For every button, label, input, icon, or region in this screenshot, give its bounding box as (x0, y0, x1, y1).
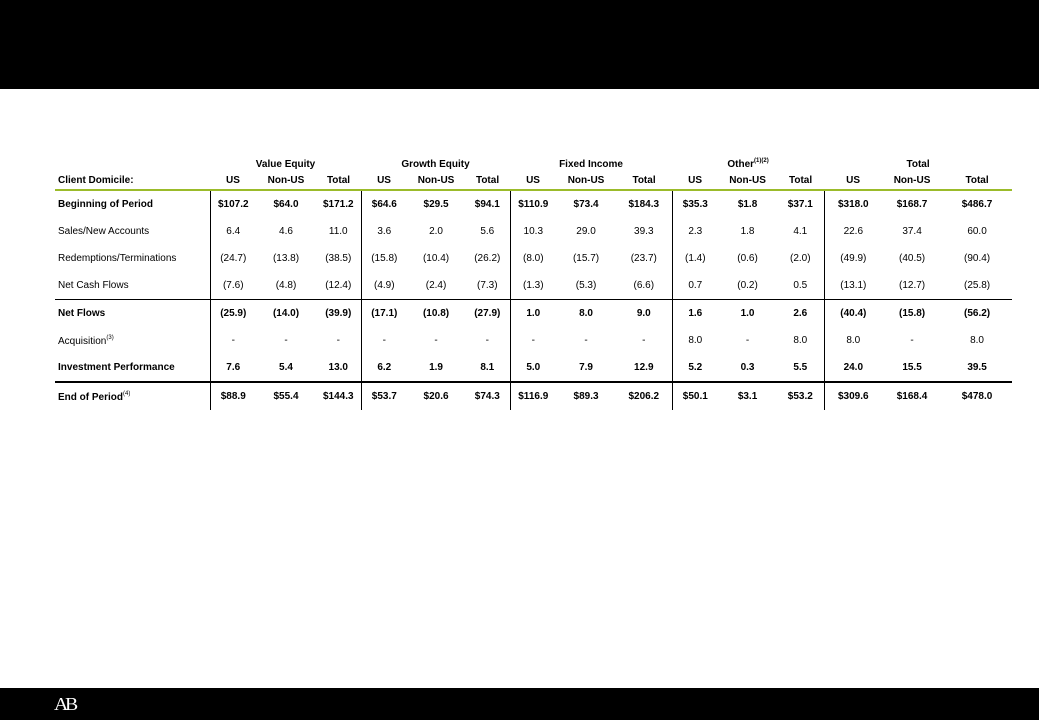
row-label: Redemptions/Terminations (58, 253, 177, 264)
table-cell: $20.6 (407, 382, 465, 410)
column-header: Total (465, 171, 510, 190)
table-cell: 7.6 (210, 354, 256, 382)
table-cell: 8.0 (672, 327, 718, 354)
row-label: End of Period$^{(4)}$ (55, 382, 210, 410)
column-header: Non-US (882, 171, 942, 190)
table-cell: 4.1 (793, 226, 808, 237)
table-row (55, 327, 1012, 354)
table-cell: $29.5 (423, 199, 449, 210)
table-cell: $478.0 (942, 382, 1012, 410)
row-label: Acquisition$^{(3)}$ (58, 334, 114, 347)
table-cell: $35.3 (672, 190, 718, 218)
table-cell: $64.0 (273, 199, 299, 210)
column-header: Total (942, 171, 1012, 190)
column-header: Total (616, 171, 672, 190)
table-cell: (10.4) (422, 253, 450, 264)
table-cell: $168.4 (882, 382, 942, 410)
table-cell: 0.5 (793, 280, 808, 291)
table-cell: (17.1) (361, 300, 407, 328)
table-row (55, 245, 1012, 272)
table-cell: $73.4 (573, 199, 599, 210)
row-label: Beginning of Period (58, 199, 153, 210)
table-cell: (15.8) (361, 245, 407, 272)
table-cell: - (642, 335, 646, 346)
table-cell: 39.3 (634, 226, 654, 237)
table-cell: 9.0 (616, 300, 672, 328)
table-cell: (27.9) (465, 300, 510, 328)
table-cell: - (284, 335, 288, 346)
table-cell: 3.6 (361, 218, 407, 245)
table-cell: - (336, 335, 340, 346)
table-cell: 7.9 (579, 362, 593, 373)
table-cell: (14.0) (256, 300, 316, 328)
table-cell: (56.2) (942, 300, 1012, 328)
table-cell: 5.4 (279, 362, 293, 373)
footnote-marker: (3) (106, 334, 114, 341)
table-cell: (0.2) (737, 280, 758, 291)
table-cell: - (434, 335, 438, 346)
table-cell: 5.5 (793, 362, 808, 373)
column-header: US (824, 171, 882, 190)
table-cell: 2.0 (429, 226, 443, 237)
table-cell: $184.3 (628, 199, 660, 210)
table-cell: 37.4 (902, 226, 922, 237)
table-row (55, 300, 1012, 328)
table-cell: $1.8 (737, 199, 758, 210)
table-cell: 39.5 (967, 362, 987, 373)
table-cell: (13.8) (272, 253, 300, 264)
table-cell: (15.8) (882, 300, 942, 328)
table-cell: (24.7) (210, 245, 256, 272)
table-cell: 24.0 (824, 354, 882, 382)
table-cell: - (210, 327, 256, 354)
table-cell: (2.0) (790, 253, 811, 264)
table-cell: 8.0 (970, 335, 984, 346)
table-cell: $309.6 (824, 382, 882, 410)
table-cell: (6.6) (633, 280, 655, 291)
table-cell: 0.7 (672, 272, 718, 300)
table-cell: (12.4) (325, 280, 352, 291)
table-cell: 15.5 (902, 362, 922, 373)
column-header: Non-US (718, 171, 777, 190)
table-cell: - (910, 335, 914, 346)
aum-flows-table (55, 152, 1012, 410)
column-header: US (361, 171, 407, 190)
column-header: Non-US (556, 171, 616, 190)
table-cell: 2.3 (672, 218, 718, 245)
table-cell: (1.3) (510, 272, 556, 300)
table-cell: 0.3 (740, 362, 755, 373)
table-cell: $116.9 (510, 382, 556, 410)
table-cell: $206.2 (616, 382, 672, 410)
table-cell: (26.2) (474, 253, 501, 264)
table-cell: (25.9) (210, 300, 256, 328)
table-cell: $144.3 (316, 382, 361, 410)
table-row (55, 190, 1012, 218)
footer-bar (0, 688, 1039, 720)
row-label: Net Cash Flows (58, 280, 129, 291)
table-cell: (49.9) (824, 245, 882, 272)
table-cell: (38.5) (325, 253, 352, 264)
table-cell: $88.9 (210, 382, 256, 410)
table-cell: (8.0) (510, 245, 556, 272)
header-bar (0, 0, 1039, 89)
table-cell: $318.0 (824, 190, 882, 218)
footnote-marker: (4) (123, 390, 131, 397)
table-cell: $74.3 (465, 382, 510, 410)
table-cell: 1.0 (718, 300, 777, 328)
table-cell: 8.0 (556, 300, 616, 328)
table-cell: $50.1 (672, 382, 718, 410)
table-cell: (7.6) (210, 272, 256, 300)
column-header: US (510, 171, 556, 190)
table-cell: $3.1 (718, 382, 777, 410)
column-header: Non-US (256, 171, 316, 190)
table-cell: $64.6 (361, 190, 407, 218)
table-cell: 6.4 (210, 218, 256, 245)
row-label: Sales/New Accounts (58, 226, 150, 237)
table-cell: 8.0 (824, 327, 882, 354)
table-cell: - (584, 335, 588, 346)
table-cell: $89.3 (556, 382, 616, 410)
table-cell: $53.2 (777, 382, 824, 410)
table-cell: (40.5) (898, 253, 926, 264)
table-cell: (12.7) (898, 280, 926, 291)
table-cell: (4.8) (275, 280, 297, 291)
table-cell: $37.1 (787, 199, 813, 210)
table-cell: 4.6 (279, 226, 293, 237)
table-cell: $168.7 (896, 199, 928, 210)
column-header-row (55, 171, 1012, 190)
table-cell: (1.4) (672, 245, 718, 272)
table-cell: 22.6 (824, 218, 882, 245)
table-cell: (13.1) (824, 272, 882, 300)
group-other: Other$^{(1)(2)}$ (727, 158, 769, 170)
table-cell: (4.9) (361, 272, 407, 300)
table-cell: 6.2 (361, 354, 407, 382)
table-cell: 5.0 (510, 354, 556, 382)
table-cell: 2.6 (777, 300, 824, 328)
table-row (55, 354, 1012, 382)
table-cell: 13.0 (328, 362, 348, 373)
table-row (55, 382, 1012, 410)
table-cell: - (361, 327, 407, 354)
table-cell: (25.8) (963, 280, 991, 291)
table-cell: (15.7) (572, 253, 600, 264)
table-cell: 5.2 (672, 354, 718, 382)
table-cell: 10.3 (510, 218, 556, 245)
table-cell: (23.7) (630, 253, 657, 264)
table-cell: 1.9 (429, 362, 443, 373)
table-cell: $110.9 (510, 190, 556, 218)
client-domicile-label: Client Domicile: (55, 171, 210, 190)
table-cell: - (745, 335, 750, 346)
group-other-footnote: (1)(2) (754, 158, 769, 164)
table-cell: 1.8 (740, 226, 755, 237)
table-cell: (40.4) (824, 300, 882, 328)
table-cell: (0.6) (737, 253, 758, 264)
column-header: US (210, 171, 256, 190)
table-cell: 60.0 (967, 226, 987, 237)
table-cell: $53.7 (361, 382, 407, 410)
table-cell: 1.6 (672, 300, 718, 328)
table-cell: $486.7 (961, 199, 993, 210)
table-cell: (7.3) (477, 280, 498, 291)
table-cell: - (485, 335, 489, 346)
table-cell: 5.6 (480, 226, 495, 237)
table-cell: (5.3) (575, 280, 597, 291)
table-cell: (90.4) (963, 253, 991, 264)
table-cell: $107.2 (210, 190, 256, 218)
group-total: Total (906, 159, 930, 170)
table-cell: (39.9) (316, 300, 361, 328)
row-label: Investment Performance (58, 362, 175, 373)
column-header: US (672, 171, 718, 190)
table-cell: 8.1 (480, 362, 495, 373)
table-cell: 1.0 (510, 300, 556, 328)
table-cell: 8.0 (793, 335, 808, 346)
column-header: Total (777, 171, 824, 190)
row-label: Net Flows (55, 300, 210, 328)
column-header: Non-US (407, 171, 465, 190)
column-header: Total (316, 171, 361, 190)
table-cell: (2.4) (425, 280, 447, 291)
table-row (55, 218, 1012, 245)
table-row (55, 272, 1012, 300)
table-cell: 29.0 (576, 226, 596, 237)
table-cell: $94.1 (474, 199, 500, 210)
group-growth-equity: Growth Equity (401, 159, 470, 170)
group-header-row (55, 152, 1012, 171)
table-cell: $171.2 (322, 199, 354, 210)
table-cell: $55.4 (256, 382, 316, 410)
table-cell: - (510, 327, 556, 354)
ab-logo: AB (54, 694, 75, 714)
group-fixed-income: Fixed Income (559, 159, 623, 170)
table-cell: (10.8) (407, 300, 465, 328)
table-cell: 12.9 (634, 362, 654, 373)
group-value-equity: Value Equity (255, 159, 316, 170)
table-cell: 11.0 (328, 226, 348, 237)
